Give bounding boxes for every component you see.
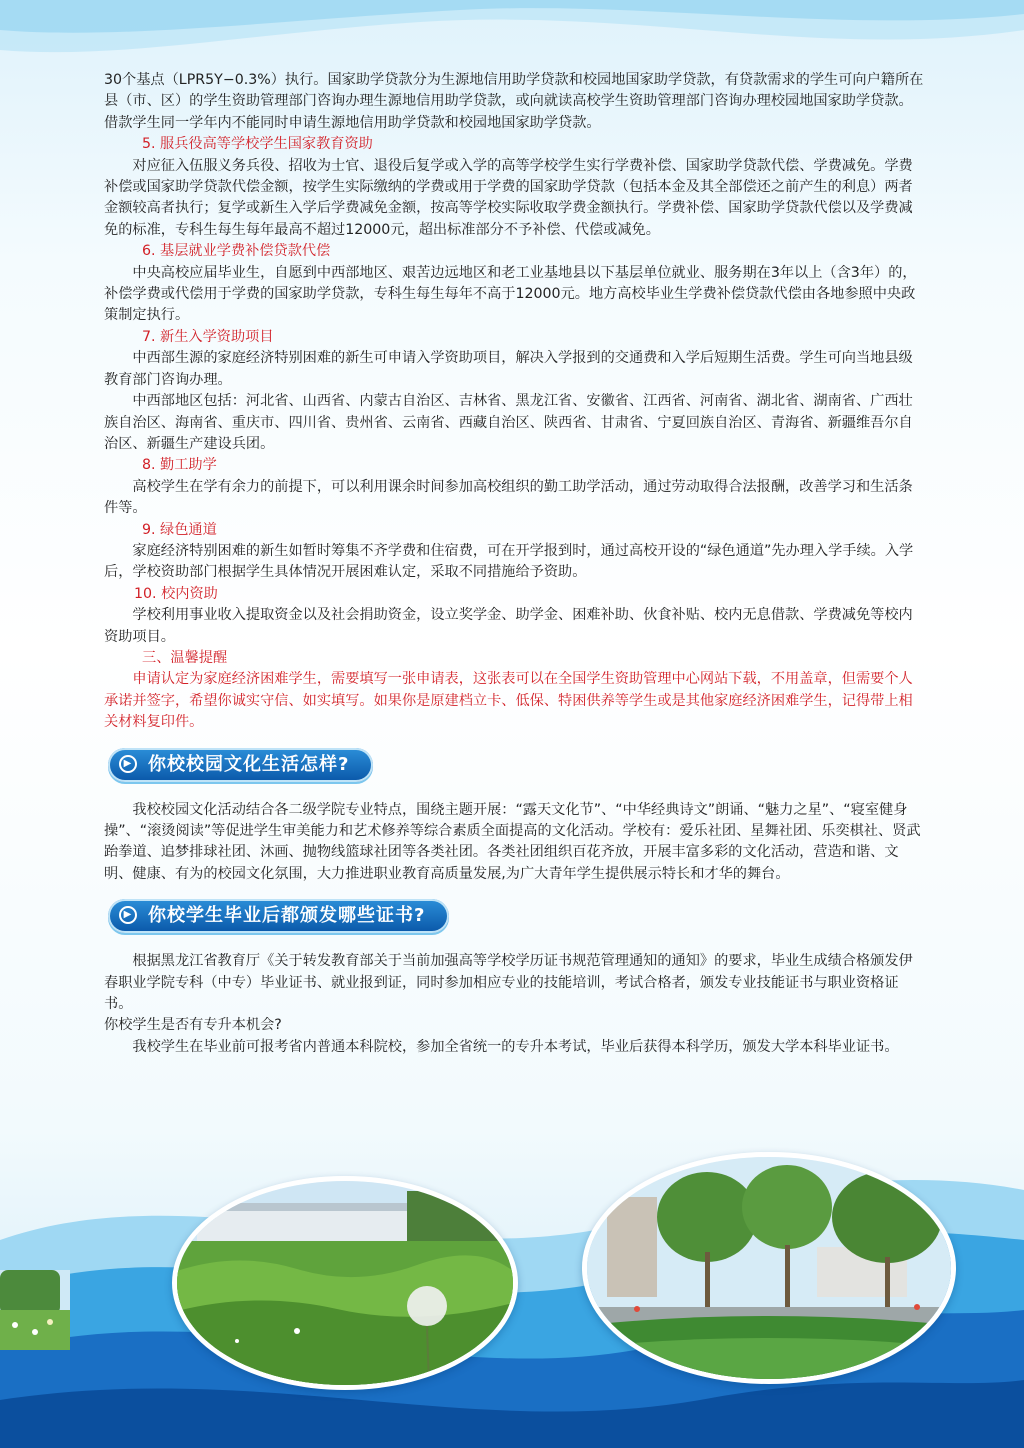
section-6-text: 中央高校应届毕业生，自愿到中西部地区、艰苦边远地区和老工业基地县以下基层单位就业、服务期在3年以上（含3年）的，补偿学费或代偿用于学费的国家助学贷款，专科生每生每年不高于12000元。地方高校毕业生学费补偿贷款代偿由各地参照中央政策制定执行。: [104, 264, 917, 324]
tips-text: 申请认定为家庭经济困难学生，需要填写一张申请表，这张表可以在全国学生资助管理中心网站下载，不用盖章，但需要个人承诺并签字，希望你诚实守信、如实填写。如果你是原建档立卡、低保、特困供养等学生或是其他家庭经济困难学生，记得带上相关材料复印件。: [104, 671, 913, 731]
upgrade-question: 你校学生是否有专升本机会?: [104, 1017, 282, 1034]
section-5-text: 对应征入伍服义务兵役、招收为士官、退役后复学或入学的高等学校学生实行学费补偿、国家助学贷款代偿、学费减免。学费补偿或国家助学贷款代偿金额，按学生实际缴纳的学费或用于学费的国家助学贷款（包括本金及其全部偿还之前产生的利息）两者金额较高者执行；复学或新生入学后学费减免金额，按高等学校实际收取学费金额执行。学费补偿、国家助学贷款代偿以及学费减免的标准，专科生每生每年最高不超过12000元，超出标准部分不予补偿、代偿或减免。: [104, 157, 913, 238]
section-10-text: 学校利用事业收入提取资金以及社会捐助资金，设立奖学金、助学金、困难补助、伙食补贴、校内无息借款、学费减免等校内资助项目。: [104, 607, 913, 645]
section-6-heading: 6. 基层就业学费补偿贷款代偿: [142, 243, 331, 260]
campus-road-photo: [582, 1152, 956, 1384]
section-9-text: 家庭经济特别困难的新生如暂时筹集不齐学费和住宿费，可在开学报到时，通过高校开设的“绿色通道”先办理入学手续。入学后，学校资助部门根据学生具体情况开展困难认定，采取不同措施给予资助。: [104, 542, 914, 581]
loan-text: 30个基点（LPR5Y−0.3%）执行。国家助学贷款分为生源地信用助学贷款和校园地国家助学贷款，有贷款需求的学生可向户籍所在县（市、区）的学生资助管理部门咨询办理生源地信用助学贷款，或向就读高校学生资助管理部门咨询办理校园地国家助学贷款。借款学生同一学年内不能同时申请生源地信用助学贷款和校园地国家助学贷款。: [104, 72, 924, 131]
section-7-text-b: 中西部地区包括：河北省、山西省、内蒙古自治区、吉林省、黑龙江省、安徽省、江西省、河南省、湖北省、湖南省、广西壮族自治区、海南省、重庆市、四川省、贵州省、云南省、西藏自治区、陕西省、甘肃省、宁夏回族自治区、青海省、新疆维吾尔自治区、新疆生产建设兵团。: [104, 393, 913, 452]
section-9-heading: 9. 绿色通道: [142, 521, 217, 538]
culture-text: 我校校园文化活动结合各二级学院专业特点，围绕主题开展：“露天文化节”、“中华经典诗文”朗诵、“魅力之星”、“寝室健身操”、“滚烫阅读”等促进学生审美能力和艺术修养等综合素质全面提高的文化活动。学校有：爱乐社团、星舞社团、乐奕棋社、贤武跆拳道、追梦排球社团、沐画、抛物线篮球社团等各类社团。各类社团组织百花齐放，开展丰富多彩的文化活动，营造和谐、文明、健康、有为的校园文化氛围，大力推进职业教育高质量发展,为广大青年学生提供展示特长和才华的舞台。: [104, 801, 921, 882]
section-7-text-a: 中西部生源的家庭经济特别困难的新生可申请入学资助项目，解决入学报到的交通费和入学后短期生活费。学生可向当地县级教育部门咨询办理。: [104, 350, 913, 388]
top-wave-decoration: [0, 0, 1024, 80]
section-8-heading: 8. 勤工助学: [142, 457, 217, 474]
upgrade-answer: 我校学生在毕业前可报考省内普通本科院校，参加全省统一的专升本考试，毕业后获得本科学历，颁发大学本科毕业证书。: [132, 1038, 899, 1055]
certificates-text: 根据黑龙江省教育厅《关于转发教育部关于当前加强高等学校学历证书规范管理通知的通知》的要求，毕业生成绩合格颁发伊春职业学院专科（中专）毕业证书、就业报到证，同时参加相应专业的技能培训，考试合格者，颁发专业技能证书与职业资格证书。: [104, 953, 913, 1013]
tips-heading: 三、温馨提醒: [142, 649, 228, 666]
section-10-heading: 10. 校内资助: [134, 585, 218, 602]
section-8-text: 高校学生在学有余力的前提下，可以利用课余时间参加高校组织的勤工助学活动，通过劳动取得合法报酬，改善学习和生活条件等。: [104, 478, 913, 517]
section-5-heading: 5. 服兵役高等学校学生国家教育资助: [142, 136, 373, 153]
culture-banner: [108, 748, 373, 782]
certificates-banner: [108, 899, 449, 933]
garden-edge-photo: [0, 1270, 70, 1350]
certificates-banner-title: 你校学生毕业后都颁发哪些证书?: [148, 905, 426, 927]
campus-lawn-photo: [172, 1176, 518, 1390]
arrow-circle-icon: ▶: [119, 755, 137, 773]
arrow-circle-icon: ▶: [119, 906, 137, 924]
culture-banner-title: 你校校园文化生活怎样?: [148, 753, 350, 775]
section-7-heading: 7. 新生入学资助项目: [142, 328, 274, 345]
